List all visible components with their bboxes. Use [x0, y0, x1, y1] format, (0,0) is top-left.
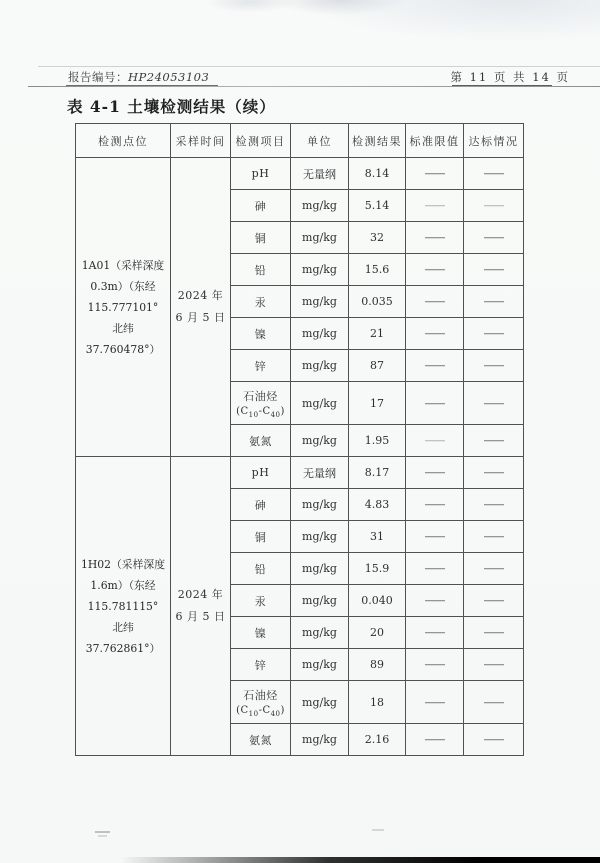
test-item-cell: 砷: [231, 190, 291, 222]
column-header: 标准限值: [406, 124, 464, 158]
status-cell: ——: [464, 457, 524, 489]
status-cell: ——: [464, 425, 524, 457]
result-cell: 31: [349, 521, 406, 553]
result-cell: 2.16: [349, 724, 406, 756]
table-body: [76, 158, 524, 756]
column-header: 单位: [291, 124, 349, 158]
header-faint-rule: [38, 66, 600, 67]
header-row: [76, 124, 524, 158]
unit-cell: mg/kg: [291, 286, 349, 318]
column-header: 检测结果: [349, 124, 406, 158]
unit-cell: mg/kg: [291, 222, 349, 254]
unit-cell: mg/kg: [291, 254, 349, 286]
limit-cell: ——: [406, 649, 464, 681]
limit-cell: ——: [406, 724, 464, 756]
test-item-cell: 汞: [231, 585, 291, 617]
result-cell: 4.83: [349, 489, 406, 521]
page-header: [68, 69, 570, 85]
status-cell: ——: [464, 190, 524, 222]
test-item-cell: 铜: [231, 222, 291, 254]
status-cell: ——: [464, 222, 524, 254]
table-header-row: [76, 124, 524, 158]
status-cell: ——: [464, 254, 524, 286]
status-cell: ——: [464, 489, 524, 521]
header-rule: [28, 86, 600, 87]
limit-cell: ——: [406, 254, 464, 286]
status-cell: ——: [464, 286, 524, 318]
limit-cell: ——: [406, 158, 464, 190]
unit-cell: mg/kg: [291, 382, 349, 425]
test-item-cell: pH: [231, 457, 291, 489]
result-cell: 1.95: [349, 425, 406, 457]
unit-cell: mg/kg: [291, 553, 349, 585]
result-cell: 5.14: [349, 190, 406, 222]
unit-cell: 无量纲: [291, 158, 349, 190]
column-header: 达标情况: [464, 124, 524, 158]
test-item-cell: 锌: [231, 649, 291, 681]
scan-edge-artifact: [0, 857, 600, 863]
unit-cell: mg/kg: [291, 724, 349, 756]
status-cell: ——: [464, 585, 524, 617]
test-item-cell: 砷: [231, 489, 291, 521]
status-cell: ——: [464, 649, 524, 681]
limit-cell: ——: [406, 585, 464, 617]
limit-cell: ——: [406, 425, 464, 457]
test-item-cell: 氨氮: [231, 425, 291, 457]
unit-cell: mg/kg: [291, 190, 349, 222]
test-item-cell: 铅: [231, 553, 291, 585]
status-cell: ——: [464, 724, 524, 756]
test-item-cell: 铜: [231, 521, 291, 553]
status-cell: ——: [464, 382, 524, 425]
unit-cell: mg/kg: [291, 585, 349, 617]
sampling-point-cell: 1H02（采样深度 1.6m）（东经 115.781115° 北纬 37.762861°）: [76, 457, 171, 756]
report-number-line: [68, 69, 209, 85]
unit-cell: mg/kg: [291, 318, 349, 350]
result-cell: 8.17: [349, 457, 406, 489]
limit-cell: ——: [406, 457, 464, 489]
test-item-cell: 石油烃 $(C_{10}-C_{40})$: [231, 382, 291, 425]
page-info-underline: [452, 85, 552, 86]
table-title: 表 4-1 土壤检测结果（续）: [67, 97, 276, 116]
unit-cell: mg/kg: [291, 649, 349, 681]
soil-test-results-table: [75, 123, 524, 756]
result-cell: 32: [349, 222, 406, 254]
scan-smudge: [372, 829, 384, 831]
test-item-cell: 锌: [231, 350, 291, 382]
unit-cell: mg/kg: [291, 425, 349, 457]
limit-cell: ——: [406, 681, 464, 724]
report-number-value: HP24053103: [128, 70, 210, 84]
column-header: 检测点位: [76, 124, 171, 158]
limit-cell: ——: [406, 553, 464, 585]
unit-cell: mg/kg: [291, 489, 349, 521]
result-cell: 18: [349, 681, 406, 724]
test-item-cell: 石油烃 $(C_{10}-C_{40})$: [231, 681, 291, 724]
status-cell: ——: [464, 553, 524, 585]
result-cell: 15.9: [349, 553, 406, 585]
result-cell: 17: [349, 382, 406, 425]
result-cell: 20: [349, 617, 406, 649]
status-cell: ——: [464, 318, 524, 350]
status-cell: ——: [464, 521, 524, 553]
status-cell: ——: [464, 681, 524, 724]
unit-cell: mg/kg: [291, 681, 349, 724]
limit-cell: ——: [406, 489, 464, 521]
limit-cell: ——: [406, 521, 464, 553]
limit-cell: ——: [406, 222, 464, 254]
test-item-cell: 镍: [231, 318, 291, 350]
report-number-label: 报告编号：: [68, 70, 128, 84]
sampling-time-cell: 2024 年 6 月 5 日: [171, 457, 231, 756]
page-number-indicator: 第 11 页 共 14 页: [450, 70, 570, 84]
status-cell: ——: [464, 617, 524, 649]
result-cell: 0.035: [349, 286, 406, 318]
table-row: [76, 457, 524, 489]
test-item-cell: 氨氮: [231, 724, 291, 756]
result-cell: 89: [349, 649, 406, 681]
unit-cell: 无量纲: [291, 457, 349, 489]
unit-cell: mg/kg: [291, 617, 349, 649]
result-cell: 87: [349, 350, 406, 382]
test-item-cell: 镍: [231, 617, 291, 649]
unit-cell: mg/kg: [291, 521, 349, 553]
status-cell: ——: [464, 350, 524, 382]
result-cell: 15.6: [349, 254, 406, 286]
test-item-cell: 铅: [231, 254, 291, 286]
limit-cell: ——: [406, 318, 464, 350]
scan-smudge: [98, 835, 107, 837]
limit-cell: ——: [406, 350, 464, 382]
report-number-underline: [66, 85, 218, 86]
limit-cell: ——: [406, 382, 464, 425]
result-cell: 8.14: [349, 158, 406, 190]
scan-smudge: [95, 831, 110, 833]
column-header: 采样时间: [171, 124, 231, 158]
sampling-time-cell: 2024 年 6 月 5 日: [171, 158, 231, 457]
column-header: 检测项目: [231, 124, 291, 158]
result-cell: 21: [349, 318, 406, 350]
test-item-cell: pH: [231, 158, 291, 190]
limit-cell: ——: [406, 286, 464, 318]
limit-cell: ——: [406, 190, 464, 222]
limit-cell: ——: [406, 617, 464, 649]
test-item-cell: 汞: [231, 286, 291, 318]
result-cell: 0.040: [349, 585, 406, 617]
sampling-point-cell: 1A01（采样深度 0.3m）（东经 115.777101° 北纬 37.760478°）: [76, 158, 171, 457]
status-cell: ——: [464, 158, 524, 190]
unit-cell: mg/kg: [291, 350, 349, 382]
table-row: [76, 158, 524, 190]
